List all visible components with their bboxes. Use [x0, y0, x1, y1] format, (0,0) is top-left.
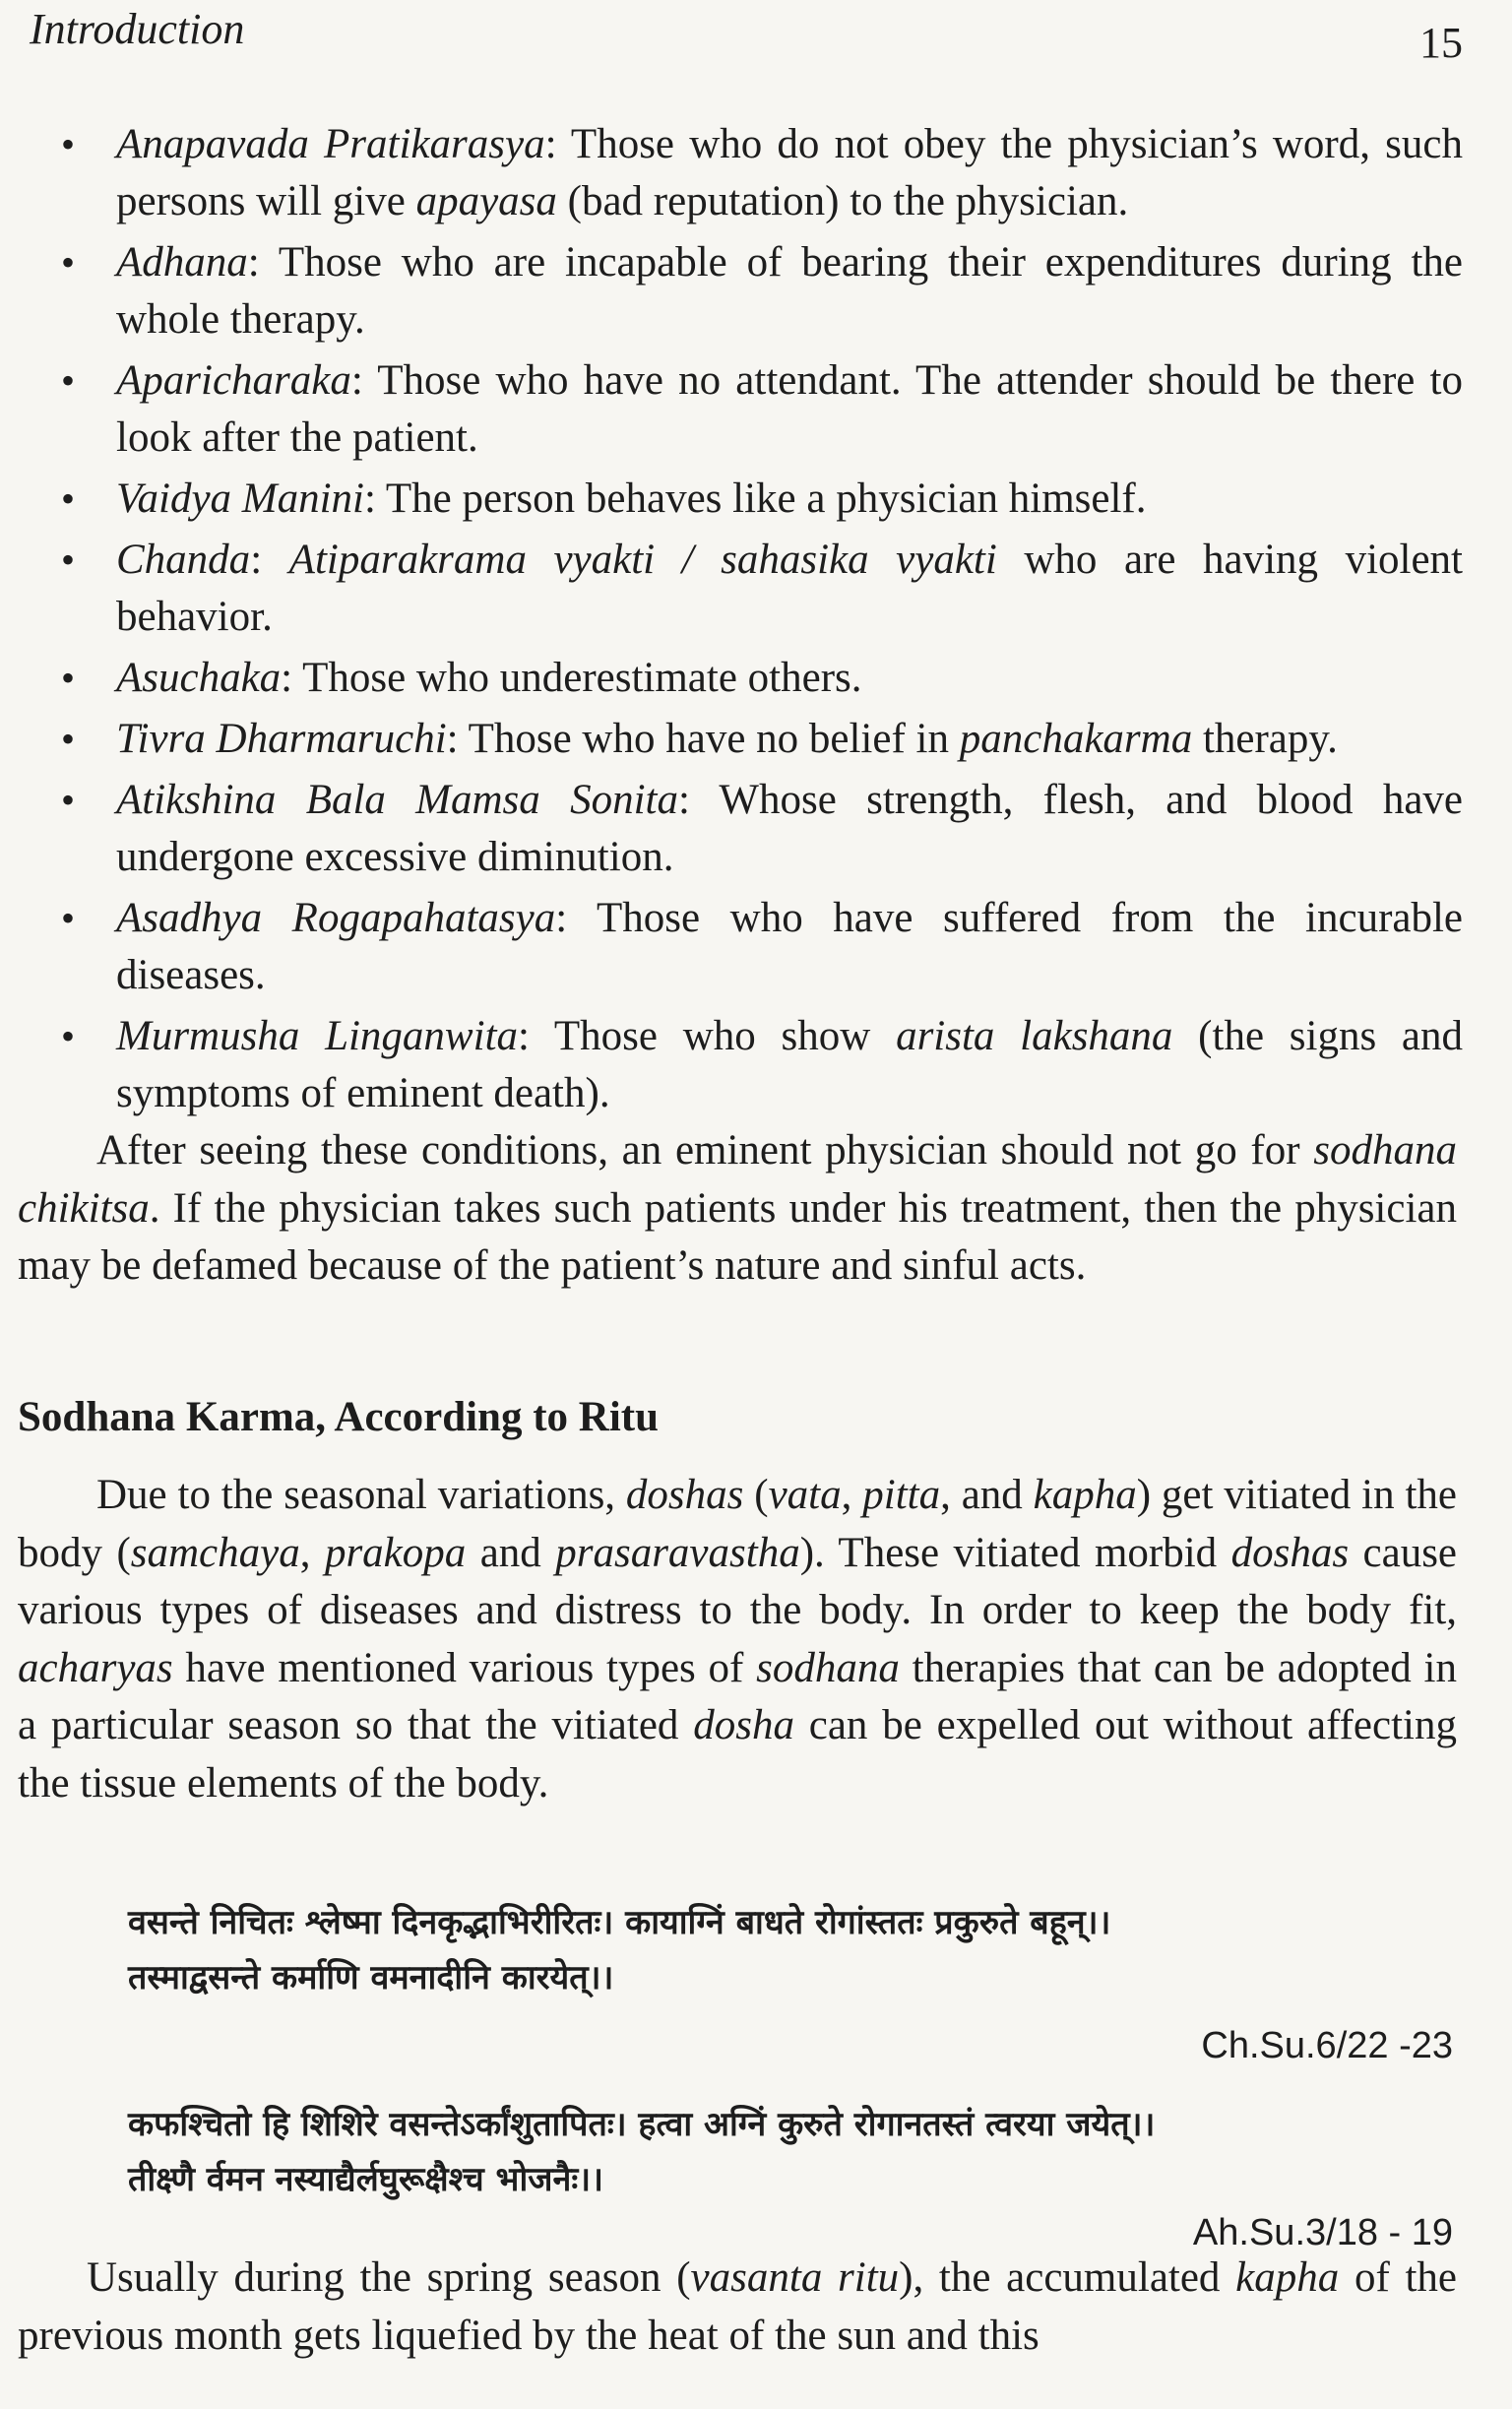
list-item-text: : Those who are incapable of bearing their expenditures during the whole therapy.: [116, 239, 1463, 343]
list-item: [0, 532, 1512, 646]
page-number: 15: [1419, 19, 1463, 67]
list-item: [0, 471, 1512, 528]
list-item-text: : Whose strength, flesh, and blood have undergone excessive diminution.: [116, 777, 1463, 880]
list-item-term: Murmusha Linganwita: [116, 1013, 519, 1059]
list-item-term: Asuchaka: [116, 655, 282, 701]
list-item-term: Asadhya Rogapahatasya: [116, 895, 556, 941]
list-item-text: : Those who have no belief in: [446, 716, 960, 762]
verse-line: वसन्ते निचितः श्लेष्मा दिनकृद्भाभिरीरितः। कायाग्निं बाधते रोगांस्ततः प्रकुरुते बहून्।।: [128, 1903, 1111, 1942]
list-item-italic: apayasa: [415, 178, 557, 224]
list-item-text: : Those who underestimate others.: [281, 655, 862, 701]
list-item-text: :: [250, 537, 289, 583]
list-item-text: : Those who show: [518, 1013, 897, 1059]
list-item-term: Atikshina Bala Mamsa Sonita: [116, 777, 678, 823]
list-item-term: Adhana: [116, 239, 248, 285]
list-item: [0, 890, 1512, 1004]
paragraph-seasonal: Due to the seasonal variations, doshas (vata, pitta, and kapha) get vitiated in the body (samchaya, prakopa and prasaravastha). These vitiated morbid doshas cause various types of diseases and distress to the body. In order to keep the body fit, acharyas have mentioned various types of sodhana therapies that can be adopted in a particular season so that the vitiated dosha can be expelled out without affecting the tissue elements of the body.: [18, 1472, 1458, 1807]
verse-line: कफश्चितो हि शिशिरे वसन्तेऽर्कांशुतापितः। हत्वा अग्निं कुरुते रोगानतस्तं त्वरया जयेत्।।: [128, 2105, 1156, 2144]
list-item: [0, 711, 1512, 768]
list-item: [0, 352, 1512, 467]
list-item-term: Anapavada Pratikarasya: [116, 121, 545, 167]
list-item: [0, 772, 1512, 886]
list-item-term: Aparicharaka: [116, 357, 351, 404]
paragraph-spring: Usually during the spring season (vasanta ritu), the accumulated kapha of the previous month gets liquefied by the heat of the sun and this: [18, 2254, 1457, 2359]
sanskrit-verse-2: [128, 2097, 1457, 2207]
list-item-text: : The person behaves like a physician himself.: [364, 475, 1147, 522]
list-item: [0, 650, 1512, 707]
list-item: [0, 234, 1512, 349]
list-item-text: : Those who have suffered from the incurable diseases.: [116, 895, 1463, 998]
list-item-term: Chanda: [116, 537, 251, 583]
list-item-text: : Those who have no attendant. The attender should be there to look after the patient.: [116, 357, 1463, 461]
list-item-text: : Those who do not obey the physician’s word, such persons will give: [116, 121, 1464, 224]
sanskrit-verse-1: [128, 1895, 1457, 2005]
list-item-term: Tivra Dharmaruchi: [116, 716, 447, 762]
verse-line: तस्माद्वसन्ते कर्माणि वमनादीनि कारयेत्।।: [128, 1958, 614, 1997]
list-item: [0, 116, 1512, 230]
list-item-text: therapy.: [1192, 716, 1338, 762]
paragraph-conclusion: After seeing these conditions, an eminent physician should not go for sodhana chikitsa. If the physician takes such patients under his treatment, then the physician may be defamed because of the patient’s nature and sinful acts.: [18, 1127, 1457, 1289]
list-item-italic: arista lakshana: [896, 1013, 1173, 1059]
running-header: Introduction: [30, 5, 245, 53]
verse-reference: Ah.Su.3/18 - 19: [1192, 2212, 1453, 2253]
list-item-text: who are having violent behavior.: [116, 537, 1463, 640]
verse-reference: Ch.Su.6/22 -23: [1201, 2025, 1453, 2066]
list-item-text: (bad reputation) to the physician.: [556, 178, 1129, 224]
list-item-text: (the signs and symptoms of eminent death).: [116, 1013, 1463, 1116]
list-item-italic: Atiparakrama vyakti / sahasika vyakti: [288, 537, 997, 583]
contraindication-list: [0, 116, 1512, 1126]
list-item-italic: panchakarma: [959, 716, 1193, 762]
verse-line: तीक्ष्णै र्वमन नस्याद्यैर्लघुरूक्षैश्च भोजनैः।।: [128, 2160, 603, 2199]
section-heading: Sodhana Karma, According to Ritu: [18, 1394, 660, 1440]
list-item-term: Vaidya Manini: [116, 475, 364, 522]
list-item: [0, 1008, 1512, 1122]
